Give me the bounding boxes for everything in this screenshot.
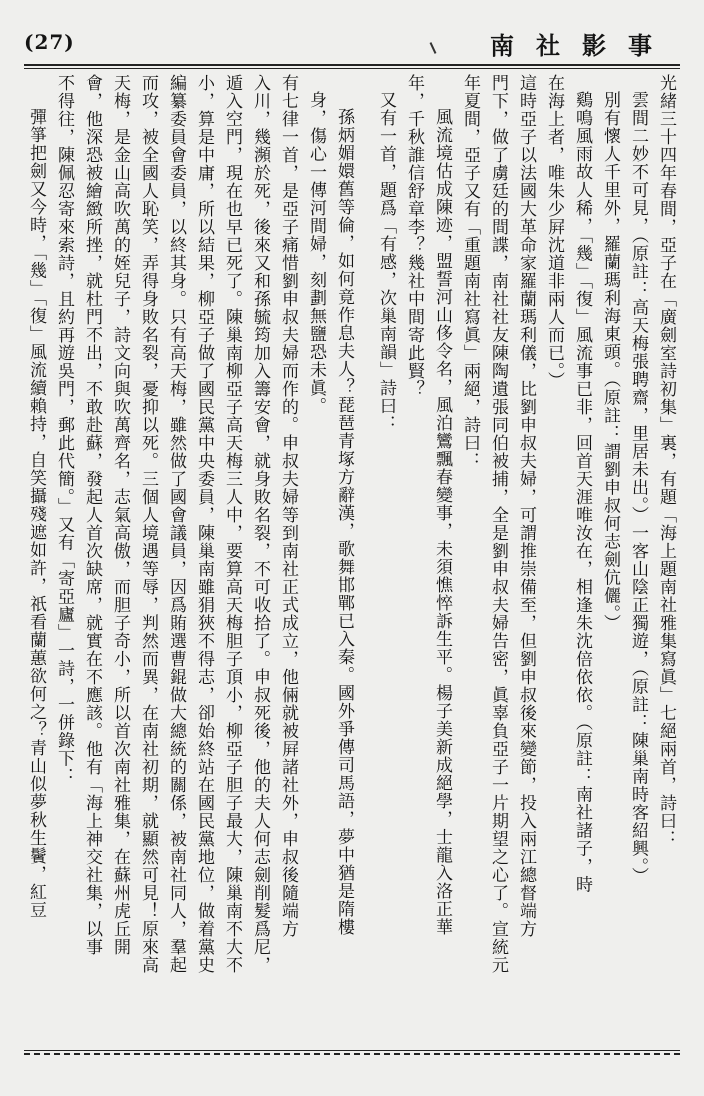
text-column: 鷄鳴風雨故人稀，「幾」「復」風流事已非，回首天涯唯汝在，相逢朱沈倍依依。（原註：南社諸子，時 bbox=[572, 91, 592, 894]
text-column: 而攻，被全國人恥笑，弄得身敗名裂，憂抑以死。三個人境遇等辱，判然而異，在南社初期，就顯然可見！原來高 bbox=[138, 74, 158, 974]
text-body bbox=[24, 74, 680, 1042]
text-column: 彈箏把劍又今時，「幾」「復」風流續賴持，自笑攝殘遮如許，祇看蘭蕙欲何之？青山似夢秋生鬢，紅豆 bbox=[26, 108, 46, 919]
text-column: 在海上者，唯朱少屛沈道非兩人而已。） bbox=[544, 74, 564, 390]
text-column: 有七律一首，是亞子痛惜劉申叔夫婦而作的。申叔夫婦等到南社正式成立，他倆就被屛諸社外，申叔後隨端方 bbox=[278, 74, 298, 938]
text-column: 身，傷心一傳河間婦，刻劃無鹽恐未眞。 bbox=[306, 91, 326, 415]
text-columns bbox=[24, 74, 680, 1042]
text-column: 這時亞子以法國大革命家羅蘭瑪利儀，比劉申叔夫婦，可謂推崇備至，但劉申叔後來變節，投入兩江總督端方 bbox=[516, 74, 536, 938]
print-mark bbox=[430, 42, 437, 54]
text-column: 雲間二妙不可見，（原註：高天梅張聘齋，里居未出。）一客山陰正獨遊，（原註：陳巢南時客紹興。） bbox=[628, 91, 648, 885]
text-column: 門下，做了虜廷的間諜，南社社友陳陶遺張同伯被捕，全是劉申叔夫婦告密，眞辜負亞子一片期望之心了。宣統元 bbox=[488, 74, 508, 974]
text-column: 編纂委員會委員，以終其身。只有高天梅，雖然做了國會議員，因爲賄選曹錕做大總統的關係，被南社同人，羣起 bbox=[166, 74, 186, 974]
text-column: 小，算是中庸，所以結果，柳亞子做了國民黨中央委員，陳巢南雖狷狹不得志，卻始終站在國民黨地位，做着黨史 bbox=[194, 74, 214, 974]
text-column: 天梅，是金山高吹萬的姪兒子，詩文向與吹萬齊名，志氣高傲，而胆子奇小，所以首次南社雅集，在蘇州虎丘開 bbox=[110, 74, 130, 956]
text-column: 別有懷人千里外，羅蘭瑪利海東頭。（原註：謂劉申叔何志劍伉儷。） bbox=[600, 91, 620, 632]
bottom-rule bbox=[24, 1050, 680, 1055]
text-column: 又有一首，題爲「有感，次巢南韻」詩曰： bbox=[376, 91, 396, 433]
book-title: 南社影事 bbox=[490, 31, 674, 60]
text-column: 年，千秋誰信舒章李？幾社中間寄此賢？ bbox=[404, 74, 424, 398]
text-column: 風流境估成陳迹，盟誓河山侈令名，風泊鸞飄春變事，未須憔悴訴生平。楊子美新成絕學，士龍入洛正華 bbox=[432, 108, 452, 936]
text-column: 遁入空門，現在也早已死了。陳巢南柳亞子高天梅三人中，要算高天梅胆子頂小，柳亞子胆子最大，陳巢南不大不 bbox=[222, 74, 242, 974]
text-column: 不得往，陳佩忍寄來索詩，且約再遊吳門，郵此代簡。」又有「寄亞廬」一詩，一併錄下： bbox=[54, 74, 74, 786]
text-column: 孫炳媚嬛舊等倫，如何竟作息夫人？琵琶青塚方辭漢，歌舞邯鄲已入秦。國外爭傳司馬語，夢中猶是隋樓 bbox=[334, 108, 354, 936]
text-column bbox=[358, 74, 372, 1042]
text-column: 年夏間，亞子又有「重題南社寫眞」兩絕，詩曰： bbox=[460, 74, 480, 470]
page-number: (27) bbox=[24, 30, 75, 54]
top-rule bbox=[24, 64, 680, 69]
text-column: 會，他深恐被繪緻所挫，就杜門不出，不敢赴蘇，發起人首次缺席，就實在不應該。他有「海上神交社集，以事 bbox=[82, 74, 102, 956]
text-column: 入川，幾瀕於死，後來又和孫毓筠加入籌安會，就身敗名裂，不可收拾了。申叔死後，他的夫人何志劍削髮爲尼， bbox=[250, 74, 270, 974]
text-column: 光緒三十四年春間，亞子在「廣劍室詩初集」裏，有題「海上題南社雅集寫眞」七絕兩首，詩曰： bbox=[656, 74, 676, 848]
